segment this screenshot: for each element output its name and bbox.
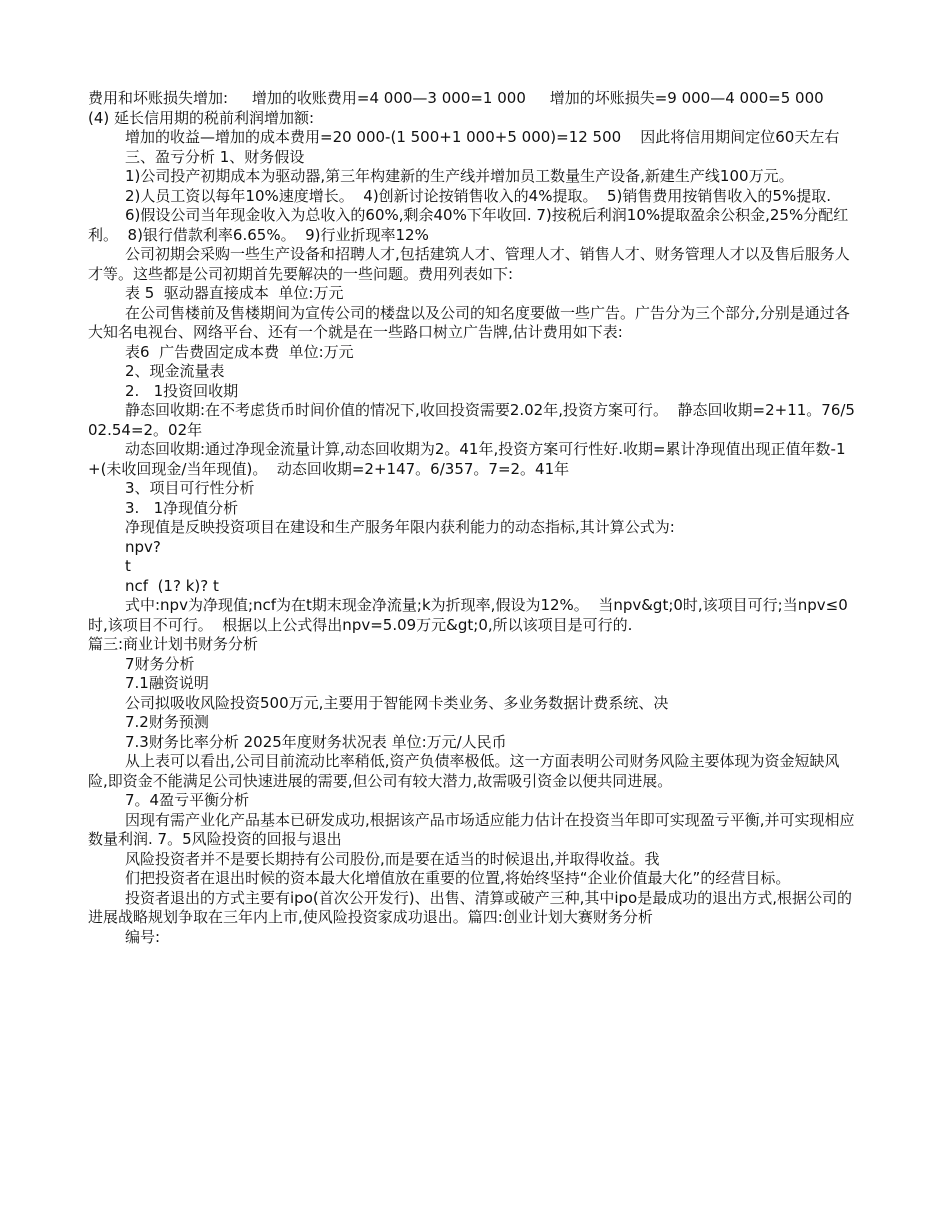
section-heading: 3. 1净现值分析 bbox=[125, 498, 239, 517]
section-heading: 三、盈亏分析 1、财务假设 bbox=[125, 147, 305, 166]
paragraph: 风险投资者并不是要长期持有公司股份,而是要在适当的时候退出,并取得收益。我 bbox=[125, 849, 660, 868]
paragraph: 从上表可以看出,公司目前流动比率稍低,资产负债率极低。这一方面表明公司财务风险主要体现为资金短缺风险,即资金不能满足公司快速进展的需要,但公司有较大潜力,故需吸引资金以便共同进展。 bbox=[88, 752, 840, 790]
formula-line: ncf (1? k)? t bbox=[125, 576, 219, 595]
section-heading: 篇三:商业计划书财务分析 bbox=[88, 635, 259, 653]
section-heading: 2、现金流量表 bbox=[125, 362, 225, 380]
paragraph: 6)假设公司当年现金收入为总收入的60%,剩余40%下年收回. 7)按税后利润10%提取盈余公积金,25%分配红利。 8)银行借款利率6.65%。 9)行业折现率12% bbox=[88, 206, 849, 244]
section-heading: 7.3财务比率分析 2025年度财务状况表 单位:万元/人民币 bbox=[125, 732, 507, 751]
paragraph: 们把投资者在退出时候的资本最大化增值放在重要的位置,将始终坚持“企业价值最大化”的经营目标。 bbox=[125, 869, 791, 887]
formula-line: t bbox=[125, 557, 131, 575]
paragraph: 式中:npv为净现值;ncf为在t期末现金净流量;k为折现率,假设为12%。 当npv&gt;0时,该项目可行;当npv≤0时,该项目不可行。 根据以上公式得出npv=5.09万元&gt;0,所以该项目是可行的. bbox=[88, 596, 848, 634]
section-heading: 7.1融资说明 bbox=[125, 674, 209, 692]
paragraph: 在公司售楼前及售楼期间为宣传公司的楼盘以及公司的知名度要做一些广告。广告分为三个部分,分别是通过各大知名电视台、网络平台、还有一个就是在一些路口树立广告牌,估计费用如下表: bbox=[88, 303, 850, 341]
paragraph: 动态回收期:通过净现金流量计算,动态回收期为2。41年,投资方案可行性好.收期=累计净现值出现正值年数-1+(未收回现金/当年现值)。 动态回收期=2+147。6/357。7=2。41年 bbox=[88, 440, 846, 478]
section-heading: 7。4盈亏平衡分析 bbox=[125, 791, 250, 809]
table-caption: 表 5 驱动器直接成本 单位:万元 bbox=[125, 284, 344, 302]
section-heading: 7.2财务预测 bbox=[125, 713, 209, 731]
paragraph: 2)人员工资以每年10%速度增长。 4)创新讨论按销售收入的4%提取。 5)销售费用按销售收入的5%提取. bbox=[125, 186, 831, 205]
paragraph: 1)公司投产初期成本为驱动器,第三年构建新的生产线并增加员工数量生产设备,新建生产线100万元。 bbox=[125, 167, 794, 185]
paragraph: 投资者退出的方式主要有ipo(首次公开发行)、出售、清算或破产三种,其中ipo是最成功的退出方式,根据公司的进展战略规划争取在三年内上市,使风险投资家成功退出。篇四:创业计划大赛财务分析 bbox=[88, 888, 852, 926]
formula-line: npv? bbox=[125, 537, 161, 556]
document-body bbox=[88, 89, 858, 947]
paragraph: 静态回收期:在不考虑货币时间价值的情况下,收回投资需要2.02年,投资方案可行。 静态回收期=2+11。76/502.54=2。02年 bbox=[88, 401, 855, 439]
paragraph: 编号: bbox=[125, 927, 161, 946]
paragraph: 因现有需产业化产品基本已研发成功,根据该产品市场适应能力估计在投资当年即可实现盈亏平衡,并可实现相应数量利润. 7。5风险投资的回报与退出 bbox=[88, 810, 855, 848]
table-caption: 表6 广告费固定成本费 单位:万元 bbox=[125, 342, 354, 361]
paragraph: 公司拟吸收风险投资500万元,主要用于智能网卡类业务、多业务数据计费系统、决 bbox=[125, 693, 669, 712]
paragraph: 净现值是反映投资项目在建设和生产服务年限内获利能力的动态指标,其计算公式为: bbox=[125, 518, 675, 536]
paragraph: 增加的收益—增加的成本费用=20 000-(1 500+1 000+5 000)=12 500 因此将信用期间定位60天左右 bbox=[125, 128, 840, 146]
paragraph: 费用和坏账损失增加: 增加的收账费用=4 000—3 000=1 000 增加的坏账损失=9 000—4 000=5 000 (4) 延长信用期的税前利润增加额: bbox=[88, 89, 848, 127]
paragraph: 公司初期会采购一些生产设备和招聘人才,包括建筑人才、管理人才、销售人才、财务管理人才以及售后服务人才等。这些都是公司初期首先要解决的一些问题。费用列表如下: bbox=[88, 245, 850, 283]
section-heading: 2. 1投资回收期 bbox=[125, 381, 239, 400]
section-heading: 3、项目可行性分析 bbox=[125, 479, 255, 497]
section-heading: 7财务分析 bbox=[125, 654, 195, 673]
